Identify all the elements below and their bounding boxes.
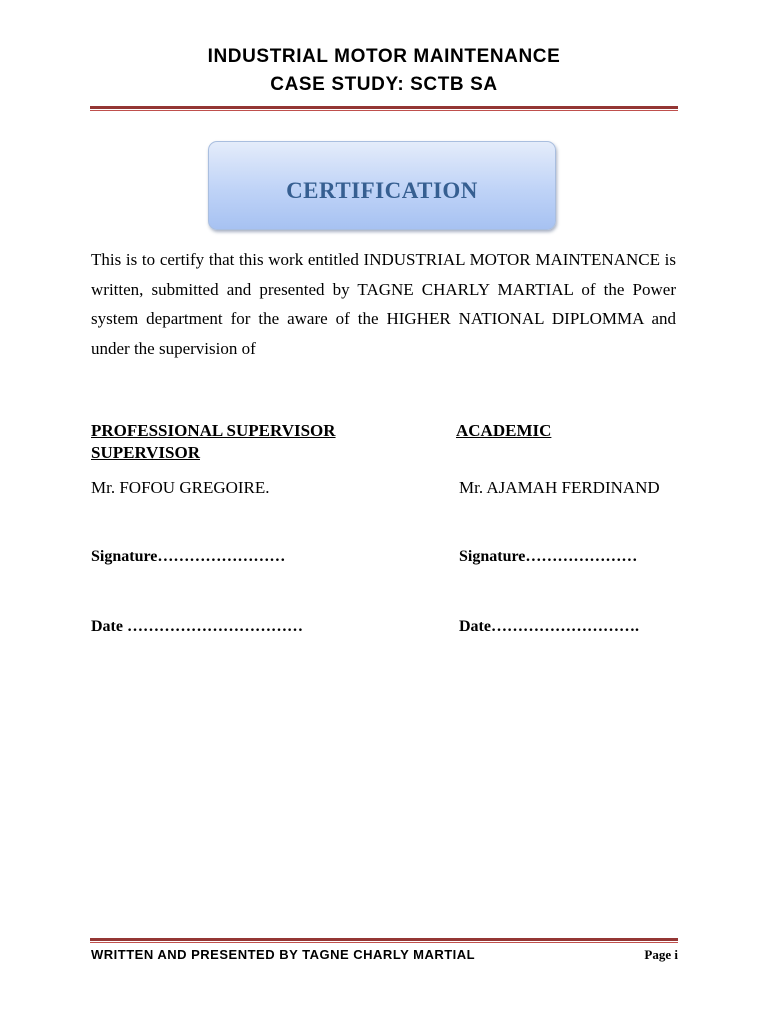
certification-title: CERTIFICATION (286, 177, 478, 203)
header-divider (90, 106, 678, 109)
footer-author: WRITTEN AND PRESENTED BY TAGNE CHARLY MARTIAL (91, 947, 476, 962)
header-divider-thin (90, 110, 678, 111)
academic-date-line: Date………………………. (459, 618, 639, 635)
page-number: Page i (644, 947, 678, 962)
professional-supervisor-heading: PROFESSIONAL SUPERVISOR (91, 421, 336, 440)
professional-signature-line: Signature…………………… (91, 548, 286, 565)
academic-supervisor-heading-cont: SUPERVISOR (91, 443, 200, 462)
professional-date-line: Date …………………………… (91, 618, 303, 635)
document-header-title: INDUSTRIAL MOTOR MAINTENANCE (207, 46, 561, 67)
footer-divider (90, 938, 678, 941)
academic-supervisor-name: Mr. AJAMAH FERDINAND (459, 478, 660, 497)
academic-signature-line: Signature………………… (459, 548, 638, 565)
academic-supervisor-heading: ACADEMIC (456, 421, 552, 440)
certification-paragraph: This is to certify that this work entitled INDUSTRIAL MOTOR MAINTENANCE is written, submitted and presented by TAGNE CHARLY MARTIAL of the Power system department for the aware of the HIGHER NATIONAL DIPLOMMA and under the supervision of (91, 250, 676, 358)
certification-banner (208, 141, 556, 230)
document-header-subtitle: CASE STUDY: SCTB SA (270, 74, 498, 95)
footer-divider-thin (90, 942, 678, 943)
professional-supervisor-name: Mr. FOFOU GREGOIRE. (91, 478, 270, 497)
